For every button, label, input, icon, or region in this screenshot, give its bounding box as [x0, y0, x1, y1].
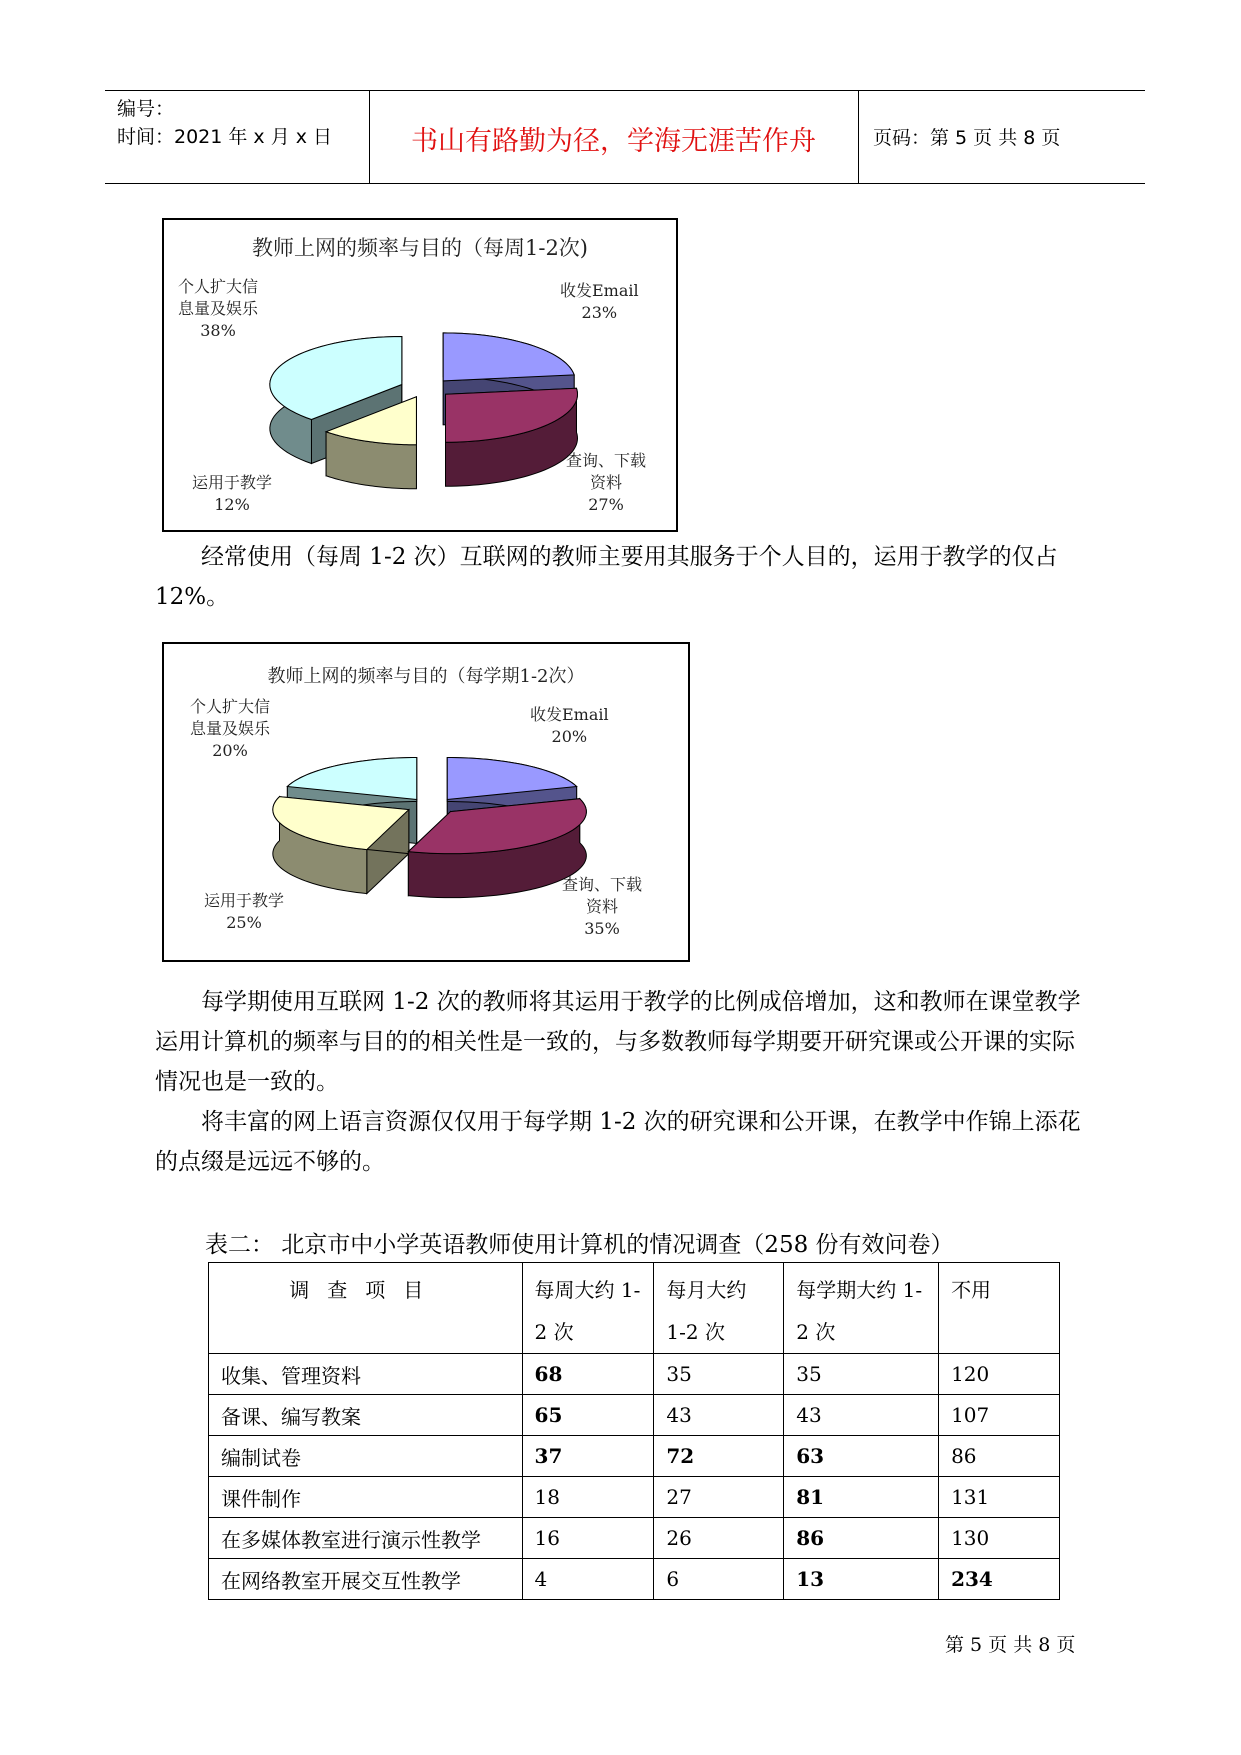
table-cell: 在多媒体教室进行演示性教学: [209, 1518, 523, 1559]
chart-title: 教师上网的频率与目的（每学期1-2次）: [267, 666, 585, 687]
table-cell: 26: [654, 1518, 784, 1559]
table-cell: 68: [522, 1354, 654, 1395]
column-header: 每学期大约 1-2 次: [784, 1263, 939, 1354]
table-cell: 131: [939, 1477, 1060, 1518]
table-row: [209, 1477, 1060, 1518]
table-cell: 234: [939, 1559, 1060, 1600]
label-query: 查询、下载 资料 27%: [566, 451, 647, 514]
label-teaching: 运用于教学 12%: [192, 473, 273, 514]
pie-slice-2: [273, 797, 409, 894]
label-teaching: 运用于教学 25%: [204, 891, 285, 932]
survey-table: [208, 1262, 1060, 1600]
label-personal: 个人扩大信 息量及娱乐 20%: [190, 697, 271, 760]
table-cell: 4: [522, 1559, 654, 1600]
table-cell: 18: [522, 1477, 654, 1518]
table-header-row: [209, 1263, 1060, 1354]
time-label: 时间：2021 年 x 月 x 日: [117, 126, 333, 148]
table-cell: 备课、编写教案: [209, 1395, 523, 1436]
table-cell: 86: [784, 1518, 939, 1559]
header-page-number: 页码：第 5 页 共 8 页: [873, 127, 1061, 149]
table-row: [209, 1559, 1060, 1600]
header-meta: [117, 95, 367, 151]
paragraph-3: 将丰富的网上语言资源仅仅用于每学期 1-2 次的研究课和公开课，在教学中作锦上添花的点缀是远远不够的。: [155, 1109, 1081, 1175]
paragraph-1: 经常使用（每周 1-2 次）互联网的教师主要用其服务于个人目的，运用于教学的仅占 12%。: [155, 544, 1058, 610]
pie-slice-1: [446, 388, 578, 486]
table-cell: 35: [654, 1354, 784, 1395]
table-cell: 35: [784, 1354, 939, 1395]
label-email: 收发Email 20%: [530, 705, 609, 746]
table-row: [209, 1354, 1060, 1395]
table-cell: 27: [654, 1477, 784, 1518]
table-cell: 编制试卷: [209, 1436, 523, 1477]
table-caption: 表二： 北京市中小学英语教师使用计算机的情况调查（258 份有效问卷）: [205, 1232, 954, 1258]
table-cell: 72: [654, 1436, 784, 1477]
table-cell: 在网络教室开展交互性教学: [209, 1559, 523, 1600]
table-cell: 43: [654, 1395, 784, 1436]
pie-chart-weekly: [162, 218, 678, 532]
table-row: [209, 1518, 1060, 1559]
table-cell: 86: [939, 1436, 1060, 1477]
column-header: 每月大约 1-2 次: [654, 1263, 784, 1354]
table-cell: 65: [522, 1395, 654, 1436]
table-cell: 6: [654, 1559, 784, 1600]
label-personal: 个人扩大信 息量及娱乐 38%: [178, 277, 259, 340]
table-cell: 16: [522, 1518, 654, 1559]
number-label: 编号：: [117, 98, 175, 120]
pie-chart-semester: [162, 642, 690, 962]
table-cell: 130: [939, 1518, 1060, 1559]
table-row: [209, 1395, 1060, 1436]
label-email: 收发Email 23%: [560, 281, 639, 322]
table-cell: 13: [784, 1559, 939, 1600]
pie-slice-1: [408, 799, 586, 898]
column-header: 不用: [939, 1263, 1060, 1354]
table-cell: 课件制作: [209, 1477, 523, 1518]
page-header: [105, 90, 1145, 184]
page-footer: 第 5 页 共 8 页: [945, 1634, 1076, 1656]
table-cell: 收集、管理资料: [209, 1354, 523, 1395]
column-header: 每周大约 1-2 次: [522, 1263, 654, 1354]
table-cell: 120: [939, 1354, 1060, 1395]
table-cell: 107: [939, 1395, 1060, 1436]
table-cell: 37: [522, 1436, 654, 1477]
column-header: 调查项目: [209, 1263, 523, 1354]
table-cell: 63: [784, 1436, 939, 1477]
paragraph-2: 每学期使用互联网 1-2 次的教师将其运用于教学的比例成倍增加，这和教师在课堂教学运用计算机的频率与目的的相关性是一致的，与多数教师每学期要开研究课或公开课的实际情况也是一致的。: [155, 989, 1081, 1095]
header-motto: 书山有路勤为径，学海无涯苦作舟: [411, 126, 816, 157]
table-cell: 43: [784, 1395, 939, 1436]
table-cell: 81: [784, 1477, 939, 1518]
label-query: 查询、下载 资料 35%: [562, 875, 643, 938]
header-divider: [858, 91, 859, 183]
chart-title: 教师上网的频率与目的（每周1-2次): [251, 236, 588, 260]
table-row: [209, 1436, 1060, 1477]
